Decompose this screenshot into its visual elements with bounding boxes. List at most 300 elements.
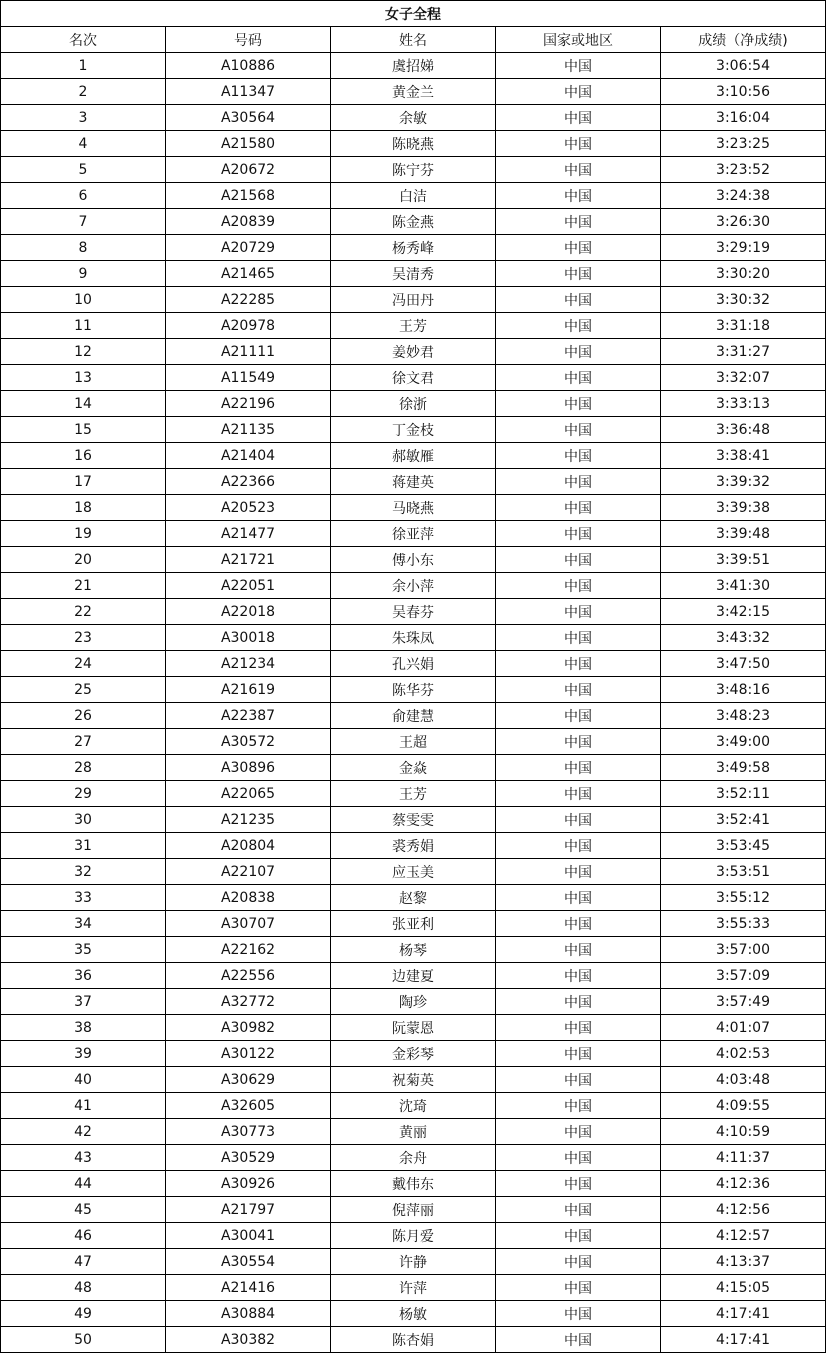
rank-cell: 47	[1, 1249, 166, 1275]
result-cell: 3:36:48	[661, 417, 826, 443]
bib-number-cell: A10886	[166, 53, 331, 79]
result-cell: 3:06:54	[661, 53, 826, 79]
table-row	[1, 1301, 826, 1327]
rank-cell: 24	[1, 651, 166, 677]
name-cell: 黄丽	[331, 1119, 496, 1145]
name-cell: 边建夏	[331, 963, 496, 989]
table-head	[1, 1, 826, 53]
result-cell: 4:01:07	[661, 1015, 826, 1041]
table-row	[1, 105, 826, 131]
name-cell: 金彩琴	[331, 1041, 496, 1067]
bib-number-cell: A20804	[166, 833, 331, 859]
table-row	[1, 1093, 826, 1119]
table-row	[1, 209, 826, 235]
name-cell: 祝菊英	[331, 1067, 496, 1093]
rank-cell: 10	[1, 287, 166, 313]
table-row	[1, 183, 826, 209]
country-cell: 中国	[496, 1145, 661, 1171]
table-row	[1, 313, 826, 339]
result-cell: 4:03:48	[661, 1067, 826, 1093]
bib-number-cell: A32772	[166, 989, 331, 1015]
bib-number-cell: A20839	[166, 209, 331, 235]
country-cell: 中国	[496, 443, 661, 469]
country-cell: 中国	[496, 365, 661, 391]
table-row	[1, 235, 826, 261]
result-cell: 4:09:55	[661, 1093, 826, 1119]
rank-cell: 26	[1, 703, 166, 729]
bib-number-cell: A21135	[166, 417, 331, 443]
name-cell: 朱珠凤	[331, 625, 496, 651]
table-row	[1, 547, 826, 573]
result-cell: 3:39:32	[661, 469, 826, 495]
country-cell: 中国	[496, 1249, 661, 1275]
table-row	[1, 417, 826, 443]
result-cell: 3:31:27	[661, 339, 826, 365]
result-cell: 3:43:32	[661, 625, 826, 651]
country-cell: 中国	[496, 1067, 661, 1093]
bib-number-cell: A30707	[166, 911, 331, 937]
name-cell: 倪萍丽	[331, 1197, 496, 1223]
result-cell: 3:31:18	[661, 313, 826, 339]
rank-cell: 36	[1, 963, 166, 989]
name-cell: 孔兴娟	[331, 651, 496, 677]
result-cell: 3:42:15	[661, 599, 826, 625]
name-cell: 徐文君	[331, 365, 496, 391]
table-row	[1, 1249, 826, 1275]
table-row	[1, 625, 826, 651]
result-cell: 3:38:41	[661, 443, 826, 469]
bib-number-cell: A22018	[166, 599, 331, 625]
country-cell: 中国	[496, 859, 661, 885]
result-cell: 3:57:09	[661, 963, 826, 989]
rank-cell: 4	[1, 131, 166, 157]
name-cell: 陶珍	[331, 989, 496, 1015]
country-cell: 中国	[496, 1093, 661, 1119]
table-row	[1, 521, 826, 547]
result-cell: 3:30:32	[661, 287, 826, 313]
table-row	[1, 729, 826, 755]
country-cell: 中国	[496, 1327, 661, 1353]
rank-cell: 37	[1, 989, 166, 1015]
country-cell: 中国	[496, 235, 661, 261]
bib-number-cell: A21619	[166, 677, 331, 703]
name-cell: 俞建慧	[331, 703, 496, 729]
name-cell: 余小萍	[331, 573, 496, 599]
name-cell: 杨秀峰	[331, 235, 496, 261]
country-cell: 中国	[496, 521, 661, 547]
table-title: 女子全程	[1, 1, 826, 27]
table-row	[1, 1015, 826, 1041]
bib-number-cell: A30554	[166, 1249, 331, 1275]
bib-number-cell: A22556	[166, 963, 331, 989]
country-cell: 中国	[496, 469, 661, 495]
bib-number-cell: A11549	[166, 365, 331, 391]
name-cell: 王超	[331, 729, 496, 755]
result-cell: 3:39:48	[661, 521, 826, 547]
country-cell: 中国	[496, 209, 661, 235]
bib-number-cell: A22051	[166, 573, 331, 599]
rank-cell: 21	[1, 573, 166, 599]
result-cell: 4:02:53	[661, 1041, 826, 1067]
bib-number-cell: A21568	[166, 183, 331, 209]
bib-number-cell: A30018	[166, 625, 331, 651]
table-row	[1, 391, 826, 417]
result-cell: 3:41:30	[661, 573, 826, 599]
result-cell: 3:23:25	[661, 131, 826, 157]
name-cell: 王芳	[331, 313, 496, 339]
table-row	[1, 365, 826, 391]
bib-number-cell: A22366	[166, 469, 331, 495]
result-cell: 4:12:36	[661, 1171, 826, 1197]
rank-cell: 11	[1, 313, 166, 339]
table-row	[1, 677, 826, 703]
name-cell: 杨琴	[331, 937, 496, 963]
rank-cell: 50	[1, 1327, 166, 1353]
bib-number-cell: A30529	[166, 1145, 331, 1171]
rank-cell: 32	[1, 859, 166, 885]
result-cell: 3:33:13	[661, 391, 826, 417]
name-cell: 金焱	[331, 755, 496, 781]
country-cell: 中国	[496, 1301, 661, 1327]
bib-number-cell: A22162	[166, 937, 331, 963]
rank-cell: 8	[1, 235, 166, 261]
name-cell: 郝敏雁	[331, 443, 496, 469]
header-result: 成绩（净成绩)	[661, 27, 826, 53]
rank-cell: 1	[1, 53, 166, 79]
table-row	[1, 573, 826, 599]
country-cell: 中国	[496, 781, 661, 807]
name-cell: 应玉美	[331, 859, 496, 885]
name-cell: 吴清秀	[331, 261, 496, 287]
result-cell: 3:23:52	[661, 157, 826, 183]
result-cell: 3:55:12	[661, 885, 826, 911]
rank-cell: 5	[1, 157, 166, 183]
name-cell: 虞招娣	[331, 53, 496, 79]
country-cell: 中国	[496, 651, 661, 677]
bib-number-cell: A30382	[166, 1327, 331, 1353]
table-row	[1, 755, 826, 781]
rank-cell: 29	[1, 781, 166, 807]
table-row	[1, 1223, 826, 1249]
header-rank: 名次	[1, 27, 166, 53]
header-row	[1, 27, 826, 53]
bib-number-cell: A22285	[166, 287, 331, 313]
table-row	[1, 1275, 826, 1301]
name-cell: 陈宁芬	[331, 157, 496, 183]
result-cell: 4:17:41	[661, 1301, 826, 1327]
result-cell: 3:52:41	[661, 807, 826, 833]
table-row	[1, 703, 826, 729]
rank-cell: 45	[1, 1197, 166, 1223]
rank-cell: 35	[1, 937, 166, 963]
rank-cell: 46	[1, 1223, 166, 1249]
country-cell: 中国	[496, 677, 661, 703]
country-cell: 中国	[496, 937, 661, 963]
country-cell: 中国	[496, 157, 661, 183]
result-cell: 3:57:49	[661, 989, 826, 1015]
name-cell: 陈杏娟	[331, 1327, 496, 1353]
rank-cell: 48	[1, 1275, 166, 1301]
name-cell: 傅小东	[331, 547, 496, 573]
table-row	[1, 807, 826, 833]
name-cell: 赵黎	[331, 885, 496, 911]
bib-number-cell: A30122	[166, 1041, 331, 1067]
country-cell: 中国	[496, 963, 661, 989]
table-body	[1, 53, 826, 1353]
country-cell: 中国	[496, 287, 661, 313]
result-cell: 3:55:33	[661, 911, 826, 937]
name-cell: 马晓燕	[331, 495, 496, 521]
country-cell: 中国	[496, 833, 661, 859]
name-cell: 冯田丹	[331, 287, 496, 313]
country-cell: 中国	[496, 339, 661, 365]
bib-number-cell: A30564	[166, 105, 331, 131]
country-cell: 中国	[496, 1171, 661, 1197]
bib-number-cell: A30572	[166, 729, 331, 755]
rank-cell: 17	[1, 469, 166, 495]
name-cell: 王芳	[331, 781, 496, 807]
bib-number-cell: A20838	[166, 885, 331, 911]
country-cell: 中国	[496, 1197, 661, 1223]
result-cell: 3:39:51	[661, 547, 826, 573]
bib-number-cell: A22107	[166, 859, 331, 885]
result-cell: 3:47:50	[661, 651, 826, 677]
rank-cell: 25	[1, 677, 166, 703]
result-cell: 3:49:00	[661, 729, 826, 755]
table-row	[1, 261, 826, 287]
rank-cell: 34	[1, 911, 166, 937]
header-country: 国家或地区	[496, 27, 661, 53]
name-cell: 蔡雯雯	[331, 807, 496, 833]
rank-cell: 18	[1, 495, 166, 521]
table-row	[1, 79, 826, 105]
rank-cell: 44	[1, 1171, 166, 1197]
country-cell: 中国	[496, 261, 661, 287]
country-cell: 中国	[496, 79, 661, 105]
country-cell: 中国	[496, 573, 661, 599]
country-cell: 中国	[496, 911, 661, 937]
result-cell: 3:16:04	[661, 105, 826, 131]
country-cell: 中国	[496, 729, 661, 755]
name-cell: 戴伟东	[331, 1171, 496, 1197]
name-cell: 裘秀娟	[331, 833, 496, 859]
bib-number-cell: A30773	[166, 1119, 331, 1145]
result-cell: 4:12:56	[661, 1197, 826, 1223]
country-cell: 中国	[496, 183, 661, 209]
bib-number-cell: A20729	[166, 235, 331, 261]
table-row	[1, 1197, 826, 1223]
bib-number-cell: A21580	[166, 131, 331, 157]
table-row	[1, 1067, 826, 1093]
table-row	[1, 1171, 826, 1197]
rank-cell: 2	[1, 79, 166, 105]
rank-cell: 12	[1, 339, 166, 365]
name-cell: 张亚利	[331, 911, 496, 937]
table-row	[1, 937, 826, 963]
country-cell: 中国	[496, 807, 661, 833]
name-cell: 沈琦	[331, 1093, 496, 1119]
rank-cell: 7	[1, 209, 166, 235]
table-row	[1, 131, 826, 157]
header-name: 姓名	[331, 27, 496, 53]
name-cell: 姜妙君	[331, 339, 496, 365]
country-cell: 中国	[496, 1015, 661, 1041]
bib-number-cell: A30926	[166, 1171, 331, 1197]
table-row	[1, 1119, 826, 1145]
rank-cell: 41	[1, 1093, 166, 1119]
country-cell: 中国	[496, 547, 661, 573]
bib-number-cell: A22387	[166, 703, 331, 729]
bib-number-cell: A20523	[166, 495, 331, 521]
bib-number-cell: A21416	[166, 1275, 331, 1301]
result-cell: 4:17:41	[661, 1327, 826, 1353]
result-cell: 3:29:19	[661, 235, 826, 261]
name-cell: 陈晓燕	[331, 131, 496, 157]
bib-number-cell: A30982	[166, 1015, 331, 1041]
country-cell: 中国	[496, 1223, 661, 1249]
table-row	[1, 963, 826, 989]
table-row	[1, 443, 826, 469]
table-row	[1, 287, 826, 313]
name-cell: 蒋建英	[331, 469, 496, 495]
result-cell: 4:15:05	[661, 1275, 826, 1301]
result-cell: 3:48:23	[661, 703, 826, 729]
result-cell: 3:53:45	[661, 833, 826, 859]
result-cell: 3:30:20	[661, 261, 826, 287]
rank-cell: 38	[1, 1015, 166, 1041]
name-cell: 余敏	[331, 105, 496, 131]
name-cell: 陈金燕	[331, 209, 496, 235]
result-cell: 3:24:38	[661, 183, 826, 209]
bib-number-cell: A22065	[166, 781, 331, 807]
bib-number-cell: A21234	[166, 651, 331, 677]
country-cell: 中国	[496, 989, 661, 1015]
table-row	[1, 339, 826, 365]
rank-cell: 42	[1, 1119, 166, 1145]
bib-number-cell: A21465	[166, 261, 331, 287]
country-cell: 中国	[496, 417, 661, 443]
country-cell: 中国	[496, 703, 661, 729]
table-row	[1, 157, 826, 183]
country-cell: 中国	[496, 1275, 661, 1301]
rank-cell: 49	[1, 1301, 166, 1327]
result-cell: 3:53:51	[661, 859, 826, 885]
name-cell: 杨敏	[331, 1301, 496, 1327]
country-cell: 中国	[496, 885, 661, 911]
rank-cell: 23	[1, 625, 166, 651]
rank-cell: 31	[1, 833, 166, 859]
rank-cell: 30	[1, 807, 166, 833]
rank-cell: 28	[1, 755, 166, 781]
rank-cell: 39	[1, 1041, 166, 1067]
country-cell: 中国	[496, 599, 661, 625]
bib-number-cell: A11347	[166, 79, 331, 105]
result-cell: 3:57:00	[661, 937, 826, 963]
bib-number-cell: A30884	[166, 1301, 331, 1327]
country-cell: 中国	[496, 53, 661, 79]
rank-cell: 16	[1, 443, 166, 469]
name-cell: 许萍	[331, 1275, 496, 1301]
bib-number-cell: A21404	[166, 443, 331, 469]
title-row	[1, 1, 826, 27]
bib-number-cell: A30629	[166, 1067, 331, 1093]
rank-cell: 19	[1, 521, 166, 547]
country-cell: 中国	[496, 1119, 661, 1145]
country-cell: 中国	[496, 131, 661, 157]
name-cell: 徐亚萍	[331, 521, 496, 547]
table-row	[1, 599, 826, 625]
result-cell: 3:10:56	[661, 79, 826, 105]
result-cell: 3:48:16	[661, 677, 826, 703]
bib-number-cell: A30041	[166, 1223, 331, 1249]
country-cell: 中国	[496, 313, 661, 339]
header-bib-number: 号码	[166, 27, 331, 53]
result-cell: 3:32:07	[661, 365, 826, 391]
result-cell: 4:10:59	[661, 1119, 826, 1145]
bib-number-cell: A22196	[166, 391, 331, 417]
name-cell: 陈华芬	[331, 677, 496, 703]
name-cell: 阮蒙恩	[331, 1015, 496, 1041]
rank-cell: 33	[1, 885, 166, 911]
table-row	[1, 1041, 826, 1067]
table-row	[1, 989, 826, 1015]
result-cell: 4:12:57	[661, 1223, 826, 1249]
bib-number-cell: A20672	[166, 157, 331, 183]
name-cell: 丁金枝	[331, 417, 496, 443]
rank-cell: 6	[1, 183, 166, 209]
table-row	[1, 833, 826, 859]
bib-number-cell: A21797	[166, 1197, 331, 1223]
country-cell: 中国	[496, 1041, 661, 1067]
table-row	[1, 651, 826, 677]
table-row	[1, 859, 826, 885]
name-cell: 黄金兰	[331, 79, 496, 105]
bib-number-cell: A20978	[166, 313, 331, 339]
table-row	[1, 1327, 826, 1353]
country-cell: 中国	[496, 105, 661, 131]
table-row	[1, 781, 826, 807]
name-cell: 徐浙	[331, 391, 496, 417]
result-cell: 3:49:58	[661, 755, 826, 781]
rank-cell: 3	[1, 105, 166, 131]
country-cell: 中国	[496, 625, 661, 651]
rank-cell: 40	[1, 1067, 166, 1093]
result-cell: 4:11:37	[661, 1145, 826, 1171]
name-cell: 许静	[331, 1249, 496, 1275]
rank-cell: 14	[1, 391, 166, 417]
bib-number-cell: A21721	[166, 547, 331, 573]
bib-number-cell: A21111	[166, 339, 331, 365]
result-cell: 3:39:38	[661, 495, 826, 521]
bib-number-cell: A30896	[166, 755, 331, 781]
rank-cell: 22	[1, 599, 166, 625]
name-cell: 吴春芬	[331, 599, 496, 625]
bib-number-cell: A21477	[166, 521, 331, 547]
result-cell: 4:13:37	[661, 1249, 826, 1275]
bib-number-cell: A32605	[166, 1093, 331, 1119]
table-row	[1, 495, 826, 521]
table-row	[1, 1145, 826, 1171]
rank-cell: 15	[1, 417, 166, 443]
country-cell: 中国	[496, 391, 661, 417]
name-cell: 余舟	[331, 1145, 496, 1171]
table-row	[1, 911, 826, 937]
result-cell: 3:26:30	[661, 209, 826, 235]
table-row	[1, 885, 826, 911]
rank-cell: 20	[1, 547, 166, 573]
table-row	[1, 469, 826, 495]
rank-cell: 27	[1, 729, 166, 755]
